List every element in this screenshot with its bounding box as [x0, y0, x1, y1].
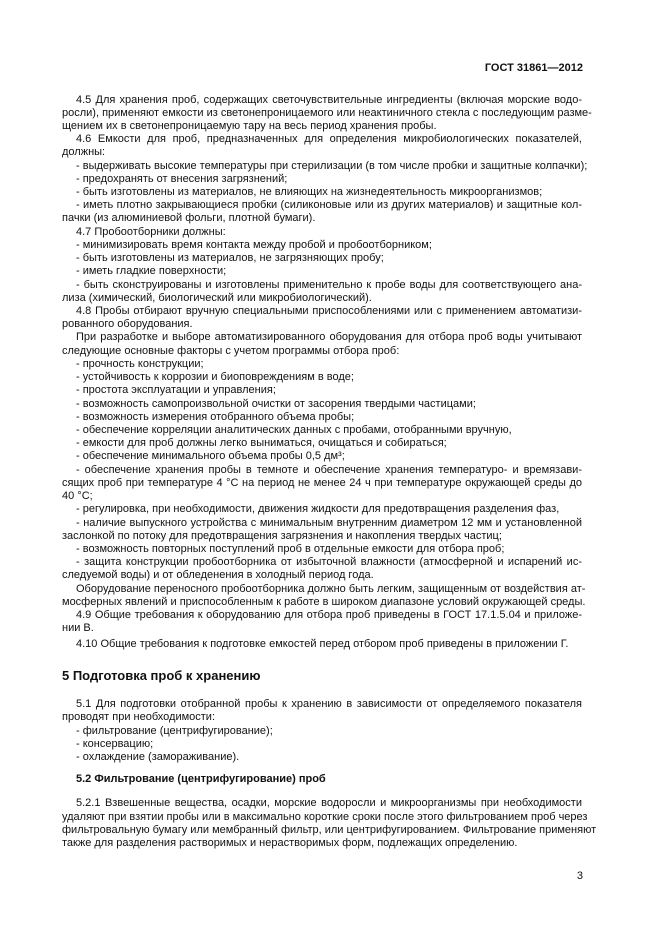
list-item: - фильтрование (центрифугирование);: [76, 724, 273, 737]
paragraph-line: Оборудование переносного пробоотборника должно быть легким, защищенным от воздействия ат-: [76, 582, 586, 595]
clause-4-8-line: 4.8 Пробы отбирают вручную специальными приспособлениями или с применением автоматизи-: [76, 305, 582, 317]
list-item: - возможность измерения отобранного объема пробы;: [76, 410, 355, 423]
clause-4-9-line: 4.9 Общие требования к оборудованию для отбора проб приведены в ГОСТ 17.1.5.04 и приложе-: [76, 609, 582, 622]
clause-5-1-line: 5.1 Для подготовки отобранной пробы к хранению в зависимости от определяемого показателя: [76, 698, 582, 711]
list-item: - возможность самопроизвольной очистки от засорения твердыми частицами;: [76, 397, 476, 410]
list-item: - емкости для проб должны легко выниматься, очищаться и собираться;: [76, 437, 447, 450]
clause-4-8-line: рованного оборудования.: [62, 318, 193, 331]
list-item: - прочность конструкции;: [76, 357, 204, 370]
list-item: [62, 517, 582, 543]
list-item-line: - наличие выпускного устройства с минимальным внутренним диаметром 12 мм и установленной: [76, 516, 582, 529]
subsection-5-2-heading: 5.2 Фильтрование (центрифугирование) проб: [76, 773, 326, 786]
page-number: 3: [576, 870, 583, 882]
clause-4-5-line: росли), применяют емкости из светонепроницаемого или неактиничного стекла с последующим разме-: [62, 106, 592, 119]
clause-4-8-factors-intro: [62, 331, 582, 357]
clause-4-7-list: [62, 239, 582, 305]
clause-4-10: [62, 638, 582, 651]
list-item-line: сящих проб при температуре 4 °С на период не менее 24 ч при температуре окружающей среды до: [62, 476, 582, 489]
list-item: [62, 464, 582, 504]
list-item: - обеспечение минимального объема пробы 0,5 дм³;: [76, 450, 345, 463]
list-item: - минимизировать время контакта между пробой и пробоотборником;: [76, 238, 432, 251]
standard-code-header: ГОСТ 31861—2012: [484, 62, 583, 74]
list-item: - быть изготовлены из материалов, не загрязняющих пробу;: [76, 252, 384, 265]
clause-5-2-1-line: удаляют при взятии пробы или в максимально короткие сроки после этого фильтрованием проб через: [62, 810, 588, 823]
list-item-line: заслонкой по потоку для предотвращения загрязнения и накопления твердых частиц;: [62, 529, 502, 542]
list-item: [62, 199, 582, 225]
list-item: - устойчивость к коррозии и биоповреждениям в воде;: [76, 371, 354, 384]
clause-4-5-line: 4.5 Для хранения проб, содержащих светочувствительные ингредиенты (включая морские водо-: [76, 93, 582, 106]
list-item-line: 40 °С;: [62, 490, 93, 503]
clause-4-5-line: щением их в светонепроницаемую тару на весь период хранения пробы.: [62, 119, 437, 132]
clause-4-6-line: 4.6 Емкости для проб, предназначенных для определения микробиологических показателей,: [76, 133, 582, 146]
list-item: [62, 556, 582, 582]
list-item: - иметь гладкие поверхности;: [76, 265, 227, 278]
list-item: - регулировка, при необходимости, движения жидкости для предотвращения разделения фаз,: [76, 503, 560, 516]
clause-5-2-1-line: 5.2.1 Взвешенные вещества, осадки, морские водоросли и микроорганизмы при необходимости: [76, 797, 582, 810]
clause-4-7-line: 4.7 Пробоотборники должны:: [76, 225, 226, 238]
clause-4-5: [62, 93, 592, 134]
clause-4-10-line: 4.10 Общие требования к подготовке емкостей перед отбором проб приведены в приложении Г.: [76, 638, 569, 650]
section-4-continued: [62, 93, 592, 636]
clause-4-7: [62, 226, 582, 239]
clause-4-9: [62, 609, 582, 635]
clause-5-1-line: проводят при необходимости:: [62, 711, 216, 724]
clause-4-6: [62, 133, 582, 159]
clause-5-2-1: [62, 797, 597, 850]
clause-5-2-1-line: фильтровальную бумагу или мембранный фильтр, или центрифугированием. Фильтрование применяют: [62, 823, 597, 836]
list-item-line: лиза (химический, биологический или микробиологический).: [62, 291, 372, 304]
list-item: - консервацию;: [76, 737, 154, 750]
list-item: - простота эксплуатации и управления;: [76, 384, 276, 397]
clause-4-6-line: должны:: [62, 146, 106, 159]
list-item-line: пачки (из алюминиевой фольги, плотной бумаги).: [62, 212, 316, 225]
list-item: - обеспечение корреляции аналитических данных с пробами, отобранными вручную,: [76, 423, 512, 436]
list-item: - возможность повторных поступлений проб в отдельные емкости для отбора проб;: [76, 542, 505, 555]
clause-4-8-portable-equipment: [62, 582, 586, 609]
list-item: - выдерживать высокие температуры при стерилизации (в том числе пробки и защитные колпачки);: [76, 159, 588, 172]
paragraph-line: мосферных явлений и приспособленным к работе в широком диапазоне условий окружающей среды.: [62, 595, 586, 608]
list-item-line: следуемой воды) и от обледенения в холодный период года.: [62, 569, 374, 582]
clause-5-2-1-line: также для разделения растворимых и нерастворимых форм, подлежащих определению.: [62, 837, 518, 850]
list-item-line: - защита конструкции пробоотборника от избыточной влажности (атмосферной и испарений ис-: [76, 556, 582, 569]
clause-4-8-factors-list: [62, 358, 582, 583]
section-5-heading: 5 Подготовка проб к хранению: [62, 668, 261, 683]
paragraph-line: следующие основные факторы с учетом программы отбора проб:: [62, 344, 400, 357]
clause-4-6-list: [62, 159, 588, 226]
list-item-line: - обеспечение хранения пробы в темноте и обеспечение хранения температуро- и времязави-: [76, 463, 582, 476]
list-item: - быть изготовлены из материалов, не влияющих на жизнедеятельность микроорганизмов;: [76, 186, 543, 199]
list-item: - предохранять от внесения загрязнений;: [76, 172, 288, 185]
list-item: - охлаждение (замораживание).: [76, 750, 240, 763]
list-item-line: - быть сконструированы и изготовлены применительно к пробе воды для соответствующего ана-: [76, 278, 582, 291]
clause-5-1: [62, 698, 582, 763]
paragraph-line: При разработке и выборе автоматизированного оборудования для отбора проб воды учитывают: [76, 331, 582, 344]
list-item: [62, 279, 582, 305]
clause-4-9-line: нии В.: [62, 622, 94, 635]
clause-4-8: [62, 305, 582, 331]
list-item-line: - иметь плотно закрывающиеся пробки (силиконовые или из других материалов) и защитные кол-: [76, 199, 582, 212]
